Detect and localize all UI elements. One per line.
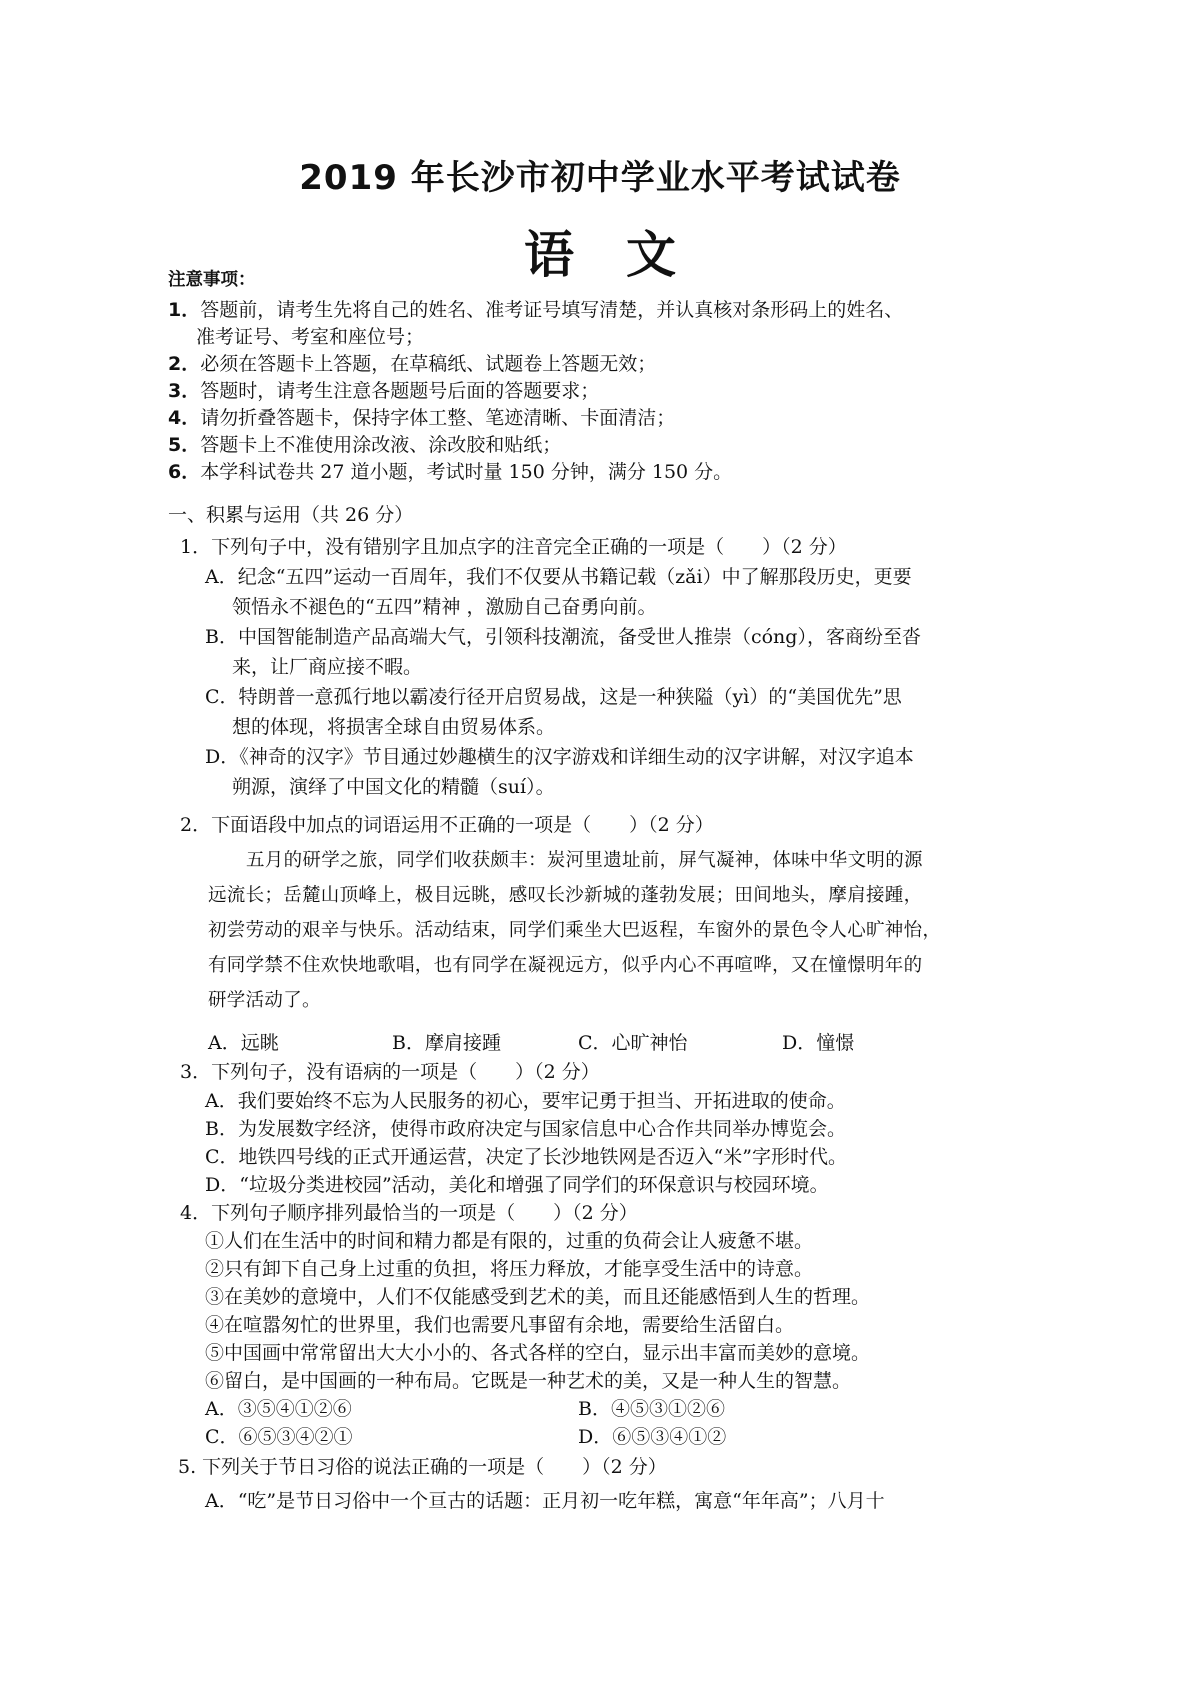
q2-option-c: C．心旷神怡 [578,1032,688,1054]
question-4-stem: 4．下列句子顺序排列最恰当的一项是（ ）（2 分） [180,1202,638,1224]
notice-item: 1．答题前，请考生先将自己的姓名、准考证号填写清楚，并认真核对条形码上的姓名、 [168,299,904,321]
q2-passage-line: 研学活动了。 [208,990,321,1011]
q3-option-c: C．地铁四号线的正式开通运营，决定了长沙地铁网是否迈入“米”字形时代。 [205,1146,847,1168]
exam-title: 2019 年长沙市初中学业水平考试试卷 [299,158,901,198]
q4-sentence: ①人们在生活中的时间和精力都是有限的，过重的负荷会让人疲惫不堪。 [205,1230,814,1252]
q2-passage-line: 初尝劳动的艰辛与快乐。活动结束，同学们乘坐大巴返程，车窗外的景色令人心旷神怡， [208,920,942,941]
q4-option-c: C．⑥⑤③④②① [205,1426,353,1448]
q4-sentence: ②只有卸下自己身上过重的负担，将压力释放，才能享受生活中的诗意。 [205,1258,814,1280]
notice-item: 6．本学科试卷共 27 道小题，考试时量 150 分钟，满分 150 分。 [168,461,733,483]
section-heading: 一、积累与运用（共 26 分） [168,504,414,526]
q4-sentence: ⑤中国画中常常留出大大小小的、各式各样的空白，显示出丰富而美妙的意境。 [205,1342,871,1364]
q2-passage-line: 五月的研学之旅，同学们收获颇丰：炭河里遗址前，屏气凝神，体味中华文明的源 [246,850,923,871]
question-1-stem: 1．下列句子中，没有错别字且加点字的注音完全正确的一项是（ ）（2 分） [180,536,847,558]
notice-item: 3．答题时，请考生注意各题题号后面的答题要求； [168,380,600,402]
q4-sentence: ⑥留白，是中国画的一种布局。它既是一种艺术的美，又是一种人生的智慧。 [205,1370,852,1392]
notice-item: 2．必须在答题卡上答题，在草稿纸、试题卷上答题无效； [168,353,657,375]
q1-option-b-continued: 来，让厂商应接不暇。 [232,656,423,678]
q1-option-d: D．《神奇的汉字》节目通过妙趣横生的汉字游戏和详细生动的汉字讲解，对汉字追本 [205,746,914,768]
notice-item: 4．请勿折叠答题卡，保持字体工整、笔迹清晰、卡面清洁； [168,407,676,429]
q4-option-d: D．⑥⑤③④①② [578,1426,727,1448]
q3-option-d: D．“垃圾分类进校园”活动，美化和增强了同学们的环保意识与校园环境。 [205,1174,829,1196]
question-5-stem: 5. 下列关于节日习俗的说法正确的一项是（ ）（2 分） [178,1456,667,1478]
q5-option-a: A．“吃”是节日习俗中一个亘古的话题：正月初一吃年糕，寓意“年年高”；八月十 [205,1490,885,1512]
q2-option-b: B．摩肩接踵 [392,1032,501,1054]
q1-option-c-continued: 想的体现，将损害全球自由贸易体系。 [232,716,556,738]
notice-item-continued: 准考证号、考室和座位号； [196,326,425,348]
q1-option-b: B．中国智能制造产品高端大气，引领科技潮流，备受世人推崇（cóng），客商纷至沓 [205,626,921,648]
q2-passage-line: 远流长；岳麓山顶峰上，极目远眺，感叹长沙新城的蓬勃发展；田间地头，摩肩接踵， [208,885,923,906]
q4-sentence: ③在美妙的意境中，人们不仅能感受到艺术的美，而且还能感悟到人生的哲理。 [205,1286,871,1308]
q4-option-b: B．④⑤③①②⑥ [578,1398,725,1420]
q3-option-a: A．我们要始终不忘为人民服务的初心，要牢记勇于担当、开拓进取的使命。 [205,1090,846,1112]
q4-sentence: ④在喧嚣匆忙的世界里，我们也需要凡事留有余地，需要给生活留白。 [205,1314,795,1336]
q2-passage-line: 有同学禁不住欢快地歌唱，也有同学在凝视远方，似乎内心不再喧哗，又在憧憬明年的 [208,955,923,976]
notice-heading: 注意事项： [168,270,256,290]
notice-item: 5．答题卡上不准使用涂改液、涂改胶和贴纸； [168,434,562,456]
question-3-stem: 3．下列句子，没有语病的一项是（ ）（2 分） [180,1061,600,1083]
q1-option-a: A．纪念“五四”运动一百周年，我们不仅要从书籍记载（zǎi）中了解那段历史，更要 [205,566,912,588]
question-2-stem: 2．下面语段中加点的词语运用不正确的一项是（ ）（2 分） [180,814,714,836]
q3-option-b: B．为发展数字经济，使得市政府决定与国家信息中心合作共同举办博览会。 [205,1118,846,1140]
q2-option-a: A．远眺 [208,1032,279,1054]
q1-option-d-continued: 朔源，演绎了中国文化的精髓（suí）。 [232,776,555,798]
q1-option-c: C．特朗普一意孤行地以霸凌行径开启贸易战，这是一种狭隘（yì）的“美国优先”思 [205,686,902,708]
q1-option-a-continued: 领悟永不褪色的“五四”精神 ，激励自己奋勇向前。 [232,596,657,618]
q2-option-d: D．憧憬 [782,1032,855,1054]
q4-option-a: A．③⑤④①②⑥ [205,1398,352,1420]
subject-title: 语文 [524,226,728,284]
